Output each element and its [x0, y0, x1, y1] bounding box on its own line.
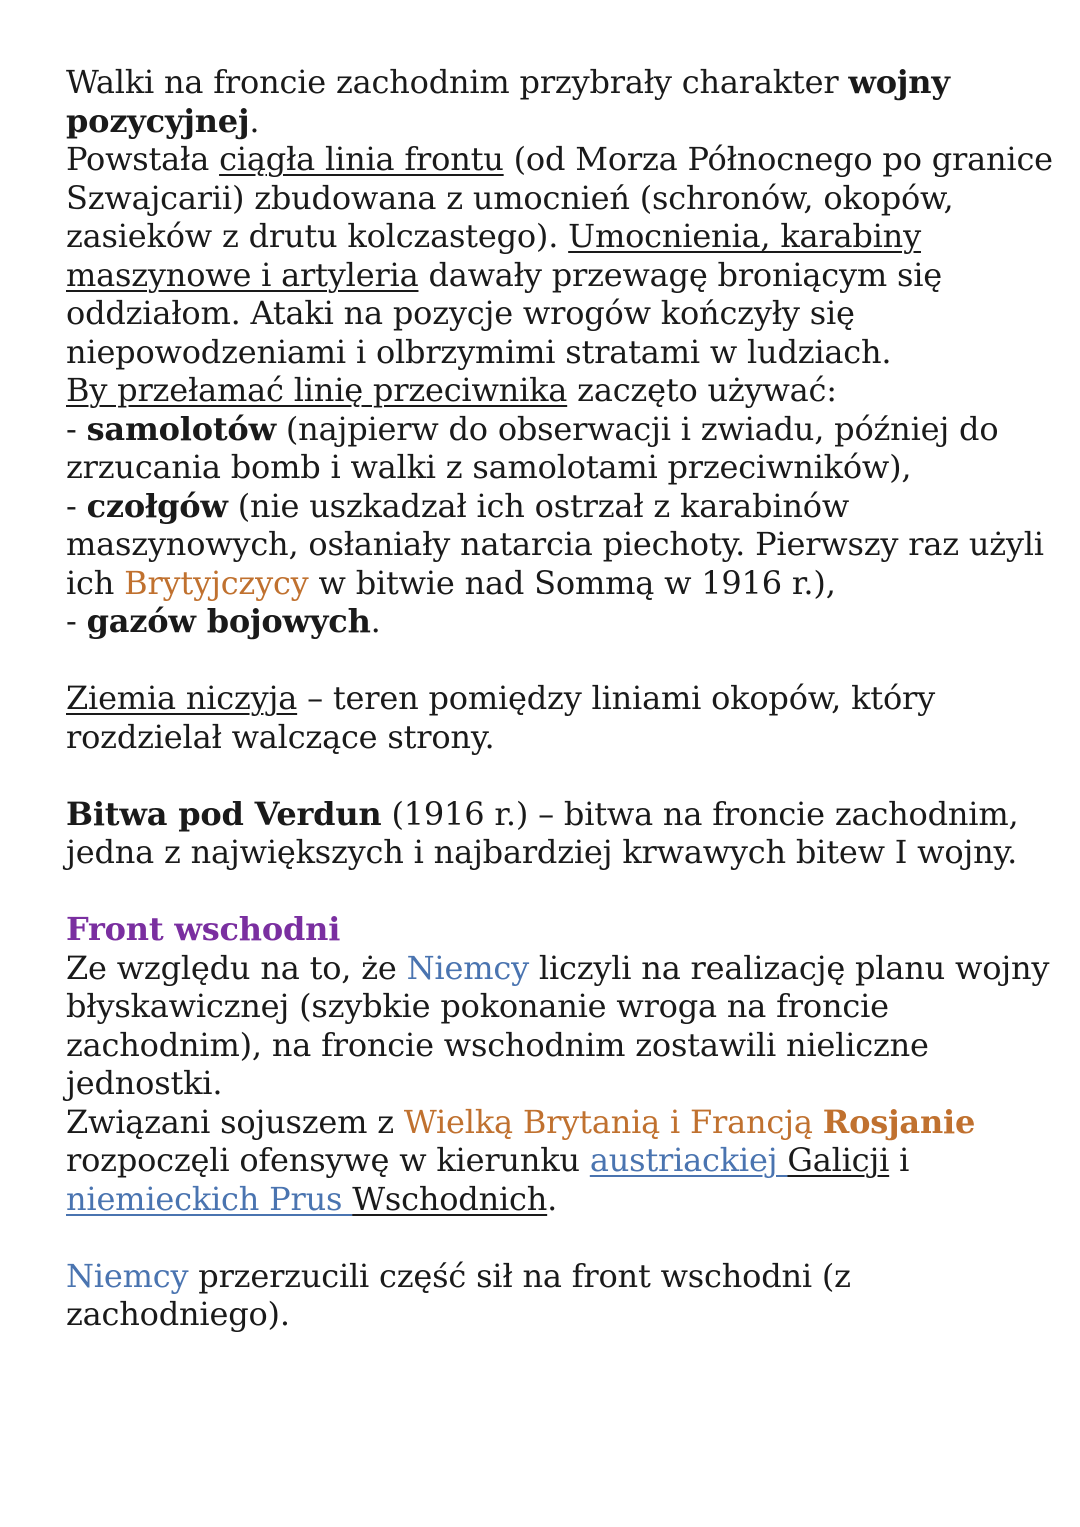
highlight-german-prussia: niemieckich Prus [66, 1179, 353, 1218]
paragraph-verdun [66, 795, 1056, 872]
paragraph-russian-offensive [66, 1103, 1056, 1219]
underlined-galicia: Galicji [787, 1141, 890, 1179]
dash: - [66, 486, 87, 525]
paragraph-blitzkrieg [66, 949, 1056, 1103]
text: (od Morza Północnego po granice Szwajcarii) zbudowana z umocnień (schronów, okopów, zasieków z drutu kolczastego). [66, 140, 1053, 255]
list-item-gases [66, 602, 1056, 641]
text: dawały przewagę broniącym się oddziałom. Ataki na pozycje wrogów kończyły się niepowodzeniami i olbrzymimi stratami w ludziach. [66, 255, 943, 371]
text: w bitwie nad Sommą w 1916 r.), [308, 563, 836, 602]
highlight-allies: Wielką Brytanią i Francją [403, 1102, 813, 1141]
text: zaczęto używać: [567, 371, 837, 409]
text: Związani sojuszem z [66, 1102, 404, 1141]
paragraph-germans-transfer [66, 1257, 1056, 1334]
highlight-austrian: austriackiej [589, 1141, 788, 1179]
term-tanks: czołgów [86, 486, 228, 525]
spacer [66, 756, 1056, 795]
list-item-tanks [66, 487, 1056, 603]
text: (najpierw do obserwacji i zwiadu, później do zrzucania bomb i walki z samolotami przeciwników), [66, 409, 999, 486]
highlight-germans: Niemcy [406, 948, 529, 987]
term-positional-war: wojny pozycyjnej [66, 63, 950, 140]
paragraph-no-mans-land [66, 679, 1056, 756]
term-planes: samolotów [86, 409, 276, 448]
spacer [66, 1218, 1056, 1257]
text: (nie uszkadzał ich ostrzał z karabinów maszynowych, osłaniały natarcia piechoty. Pierwszy raz użyli ich [66, 486, 1044, 602]
spacer [66, 872, 1056, 911]
text: rozpoczęli ofensywę w kierunku [66, 1141, 590, 1179]
underlined-eastern: Wschodnich [352, 1179, 548, 1218]
text [813, 1103, 823, 1141]
paragraph-positional-war [66, 63, 1056, 140]
text: (1916 r.) – bitwa na froncie zachodnim, jedna z największych i najbardziej krwawych bitew I wojny. [66, 794, 1019, 871]
underlined-fortifications: Umocnienia, karabiny maszynowe i artyleria [66, 217, 921, 294]
text: . [249, 101, 260, 140]
text: . [370, 602, 381, 640]
spacer [66, 641, 1056, 680]
term-gases: gazów bojowych [86, 602, 371, 640]
highlight-russians: Rosjanie [822, 1102, 976, 1141]
highlight-germans: Niemcy [66, 1256, 189, 1295]
text: i [889, 1141, 910, 1179]
text: Powstała [66, 140, 220, 178]
dash: - [66, 602, 87, 640]
paragraph-break-line [66, 371, 1056, 410]
highlight-british: Brytyjczycy [124, 563, 309, 602]
list-item-planes [66, 410, 1056, 487]
paragraph-front-line [66, 140, 1056, 371]
text: przerzucili część sił na front wschodni (z zachodniego). [66, 1256, 851, 1333]
underlined-front-line: ciągła linia frontu [219, 140, 504, 178]
text: liczyli na realizację planu wojny błyskawicznej (szybkie pokonanie wroga na froncie zachodnim), na froncie wschodnim zostawili nieliczne jednostki. [66, 948, 1050, 1102]
underlined-break-line: By przełamać linię przeciwnika [66, 371, 568, 409]
text: Ze względu na to, że [66, 948, 407, 987]
text: . [547, 1179, 558, 1218]
term-verdun: Bitwa pod Verdun [66, 794, 382, 833]
document-page [66, 63, 1056, 1334]
underlined-no-mans-land: Ziemia niczyja [66, 679, 298, 717]
section-heading-eastern-front: Front wschodni [66, 910, 341, 948]
dash: - [66, 409, 87, 448]
text: Walki na froncie zachodnim przybrały charakter [66, 63, 849, 101]
text: – teren pomiędzy liniami okopów, który rozdzielał walczące strony. [66, 679, 935, 756]
